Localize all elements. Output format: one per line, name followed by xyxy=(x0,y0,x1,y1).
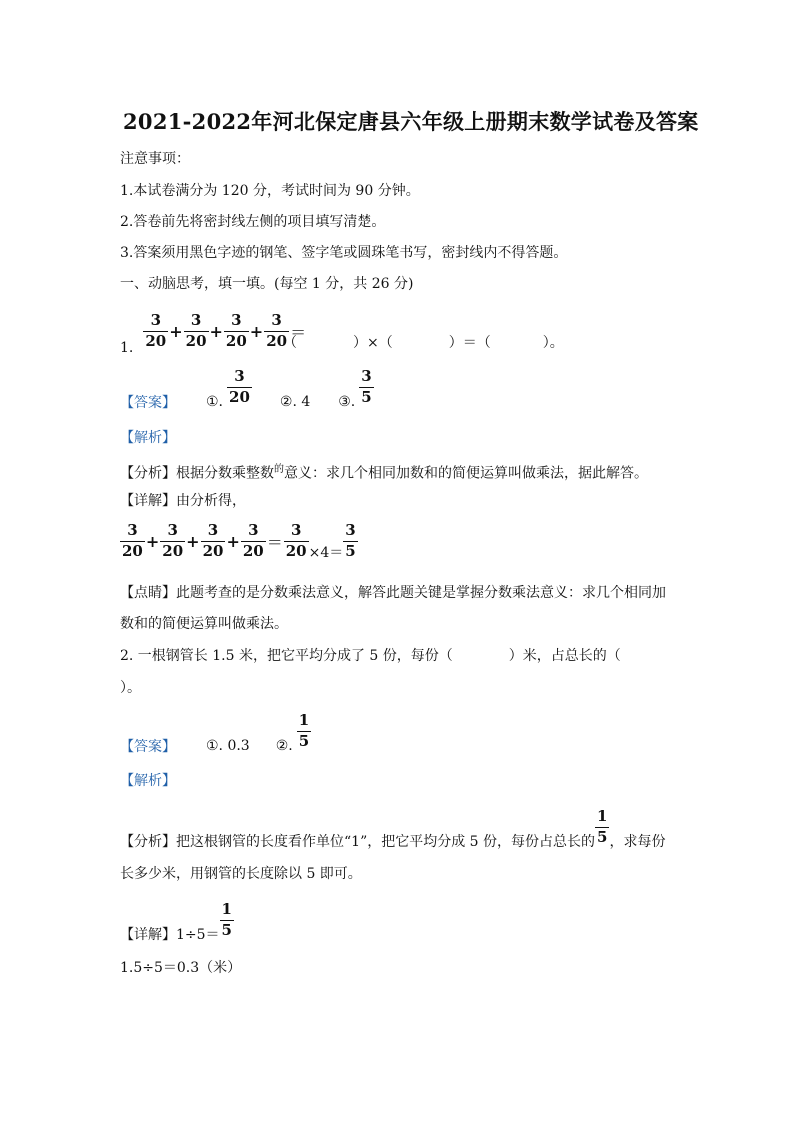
section-heading: 一、动脑思考，填一填。(每空 1 分，共 26 分) xyxy=(120,276,414,292)
detail-paragraph: 【详解】由分析得， xyxy=(120,493,246,509)
detail-paragraph: 【详解】 1÷5＝ $\frac{1}{5}$ xyxy=(120,899,232,943)
answer-3-label: ③. xyxy=(338,394,356,410)
question-number: 1. xyxy=(120,340,134,356)
notice-item: 1.本试卷满分为 120 分，考试时间为 90 分钟。 xyxy=(120,183,420,199)
fraction: $\frac{3}{20}$ xyxy=(225,310,247,350)
answer-1: ①. 0.3 xyxy=(206,738,250,754)
times-four: ×4＝ xyxy=(308,545,344,561)
key-point-paragraph: 【点睛】此题考查的是分数乘法意义，解答此题关键是掌握分数乘法意义：求几个相同加 xyxy=(120,585,666,601)
result-fraction: $\frac{3}{5}$ xyxy=(345,520,356,560)
fraction: $\frac{3}{20}$ xyxy=(285,520,307,560)
fraction: $\frac{3}{20}$ xyxy=(145,310,167,350)
answer-2-fraction: $\frac{1}{5}$ xyxy=(298,710,310,750)
calculation: 1.5÷5＝0.3（米） xyxy=(120,960,242,976)
fraction: $\frac{3}{20}$ xyxy=(185,310,207,350)
fraction: $\frac{1}{5}$ xyxy=(597,806,608,846)
notice-item: 2.答卷前先将密封线左侧的项目填写清楚。 xyxy=(120,214,386,230)
plus-sign: + xyxy=(209,321,223,341)
answer-tag: 【答案】 xyxy=(120,395,176,411)
answer-tag: 【答案】 xyxy=(120,739,176,755)
plus-sign: + xyxy=(249,321,264,341)
answer-2-label: ②. xyxy=(275,738,293,754)
answer-1-label: ①. xyxy=(206,394,224,410)
fraction: $\frac{3}{20}$ xyxy=(202,520,224,560)
fraction: $\frac{3}{20}$ xyxy=(242,520,264,560)
calculation: $\frac{3}{20}$ + $\frac{3}{20}$ + $\frac{3}{20}$ + $\frac{3}{20}$ ＝ $\frac{3}{20}$ ×4＝ $\frac{3}{5}$ xyxy=(122,520,356,561)
analysis-paragraph: 【分析】根据分数乘整数$^的$意义：求几个相同加数和的简便运算叫做乘法，据此解答。 xyxy=(120,464,648,482)
question-2: 2. 一根钢管长 1.5 米，把它平均分成了 5 份，每份（ ）米，占总长的（ xyxy=(120,648,621,664)
fraction: $\frac{3}{20}$ xyxy=(122,520,143,560)
answer-3-fraction: $\frac{3}{5}$ xyxy=(361,366,372,406)
fraction: $\frac{3}{20}$ xyxy=(162,520,184,560)
fraction: $\frac{1}{5}$ xyxy=(221,899,232,939)
notice-item: 3.答案须用黑色字迹的钢笔、签字笔或圆珠笔书写，密封线内不得答题。 xyxy=(120,245,568,261)
plus-sign: + xyxy=(169,321,183,341)
question-2-line2: ）。 xyxy=(120,680,141,696)
analysis-line2: 长多少米，用钢管的长度除以 5 即可。 xyxy=(120,866,362,882)
question-1-blanks: （ ）×（ ）＝（ ）。 xyxy=(283,335,564,351)
question-1 xyxy=(120,306,307,356)
answer-2: ②. 4 xyxy=(279,394,311,410)
notice-heading: 注意事项： xyxy=(120,151,190,167)
analysis-paragraph: 【分析】 把这根钢管的长度看作单位“1”，把它平均分成 5 份，每份占总长的 $\frac{1}{5}$ ，求每份 xyxy=(120,806,666,850)
answer-1-fraction: $\frac{3}{20}$ xyxy=(229,366,250,406)
analysis-tag: 【解析】 xyxy=(120,430,176,446)
answer-row xyxy=(120,366,374,411)
fraction: $\frac{3}{20}$ xyxy=(266,310,288,350)
page-title: 2021-2022年河北保定唐县六年级上册期末数学试卷及答案 xyxy=(123,109,699,134)
key-point-line2: 数和的简便运算叫做乘法。 xyxy=(120,616,288,632)
analysis-tag: 【解析】 xyxy=(120,773,176,789)
equals-sign: ＝ xyxy=(290,322,307,342)
answer-row xyxy=(120,710,311,755)
